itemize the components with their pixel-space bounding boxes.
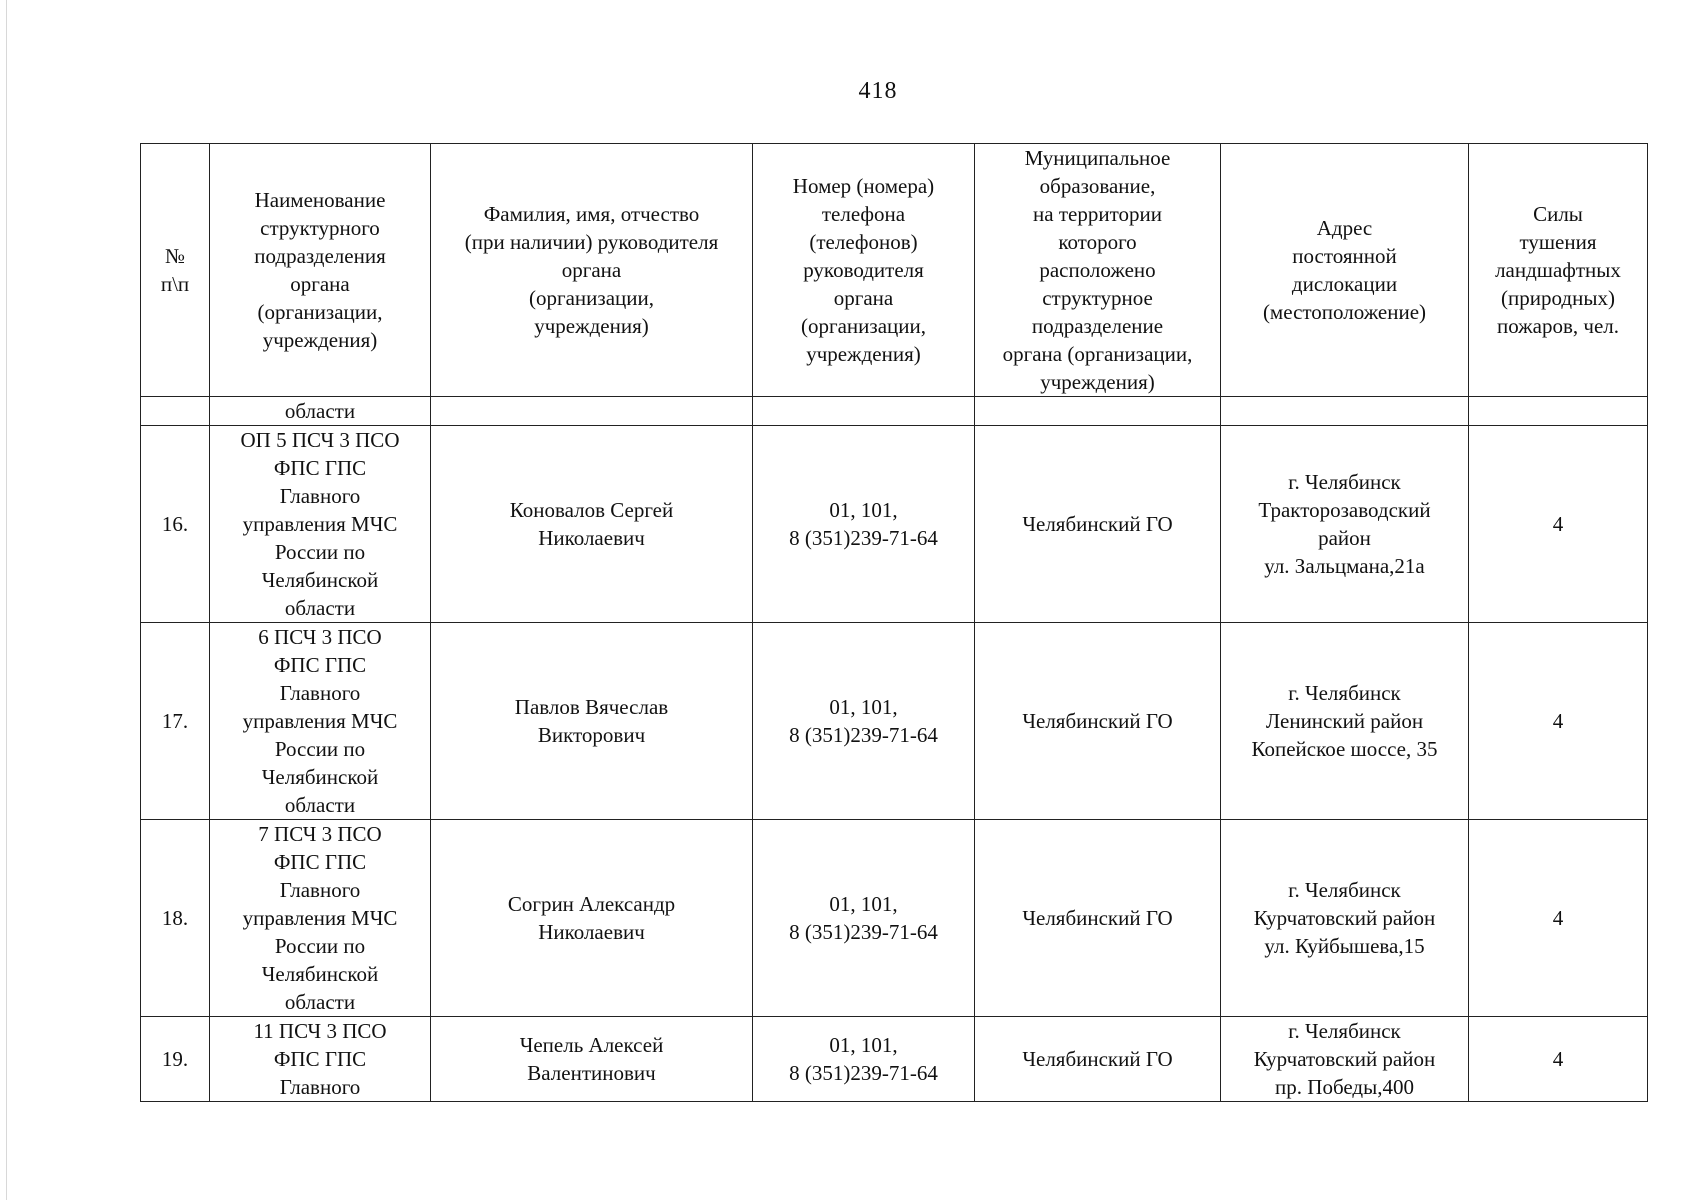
header-phone: Номер (номера) телефона (телефонов) руководителя органа (организации, учреждения) [753, 144, 975, 397]
row-address: г. Челябинск Ленинский район Копейское шоссе, 35 [1221, 623, 1469, 820]
row-head-name: Согрин Александр Николаевич [431, 820, 753, 1017]
row-address: г. Челябинск Курчатовский район ул. Куйбышева,15 [1221, 820, 1469, 1017]
header-forces: Силы тушения ландшафтных (природных) пожаров, чел. [1469, 144, 1648, 397]
header-number: № п\п [141, 144, 210, 397]
row-head-name: Павлов Вячеслав Викторович [431, 623, 753, 820]
row-municipality: Челябинский ГО [975, 623, 1221, 820]
row-phone: 01, 101, 8 (351)239-71-64 [753, 426, 975, 623]
row-unit-name: 7 ПСЧ 3 ПСО ФПС ГПС Главного управления МЧС России по Челябинской области [210, 820, 431, 1017]
continuation-unit-cell: области [210, 397, 431, 426]
row-unit-name: ОП 5 ПСЧ 3 ПСО ФПС ГПС Главного управления МЧС России по Челябинской области [210, 426, 431, 623]
table-row [141, 1017, 1648, 1102]
row-unit-name: 11 ПСЧ 3 ПСО ФПС ГПС Главного [210, 1017, 431, 1102]
row-municipality: Челябинский ГО [975, 1017, 1221, 1102]
row-number: 19. [141, 1017, 210, 1102]
table-header-row [141, 144, 1648, 397]
row-number: 18. [141, 820, 210, 1017]
row-forces: 4 [1469, 426, 1648, 623]
row-phone: 01, 101, 8 (351)239-71-64 [753, 1017, 975, 1102]
table-row [141, 426, 1648, 623]
row-address: г. Челябинск Курчатовский район пр. Победы,400 [1221, 1017, 1469, 1102]
header-unit-name: Наименование структурного подразделения органа (организации, учреждения) [210, 144, 431, 397]
row-forces: 4 [1469, 1017, 1648, 1102]
row-municipality: Челябинский ГО [975, 820, 1221, 1017]
header-head-name: Фамилия, имя, отчество (при наличии) руководителя органа (организации, учреждения) [431, 144, 753, 397]
row-head-name: Чепель Алексей Валентинович [431, 1017, 753, 1102]
table-row [141, 623, 1648, 820]
row-forces: 4 [1469, 820, 1648, 1017]
table-row [141, 820, 1648, 1017]
continuation-head-cell [431, 397, 753, 426]
row-phone: 01, 101, 8 (351)239-71-64 [753, 820, 975, 1017]
continuation-address-cell [1221, 397, 1469, 426]
continuation-forces-cell [1469, 397, 1648, 426]
row-unit-name: 6 ПСЧ 3 ПСО ФПС ГПС Главного управления МЧС России по Челябинской области [210, 623, 431, 820]
continuation-municipality-cell [975, 397, 1221, 426]
continuation-row [141, 397, 1648, 426]
page-number: 418 [858, 78, 898, 104]
fire-units-table [140, 143, 1648, 1102]
row-municipality: Челябинский ГО [975, 426, 1221, 623]
continuation-phone-cell [753, 397, 975, 426]
row-number: 17. [141, 623, 210, 820]
row-address: г. Челябинск Тракторозаводский район ул. Зальцмана,21а [1221, 426, 1469, 623]
header-municipality: Муниципальное образование, на территории которого расположено структурное подразделение органа (организации, учреждения) [975, 144, 1221, 397]
row-number: 16. [141, 426, 210, 623]
continuation-number-cell [141, 397, 210, 426]
row-forces: 4 [1469, 623, 1648, 820]
row-phone: 01, 101, 8 (351)239-71-64 [753, 623, 975, 820]
scan-edge-line [6, 0, 7, 1200]
header-address: Адрес постоянной дислокации (местоположение) [1221, 144, 1469, 397]
row-head-name: Коновалов Сергей Николаевич [431, 426, 753, 623]
